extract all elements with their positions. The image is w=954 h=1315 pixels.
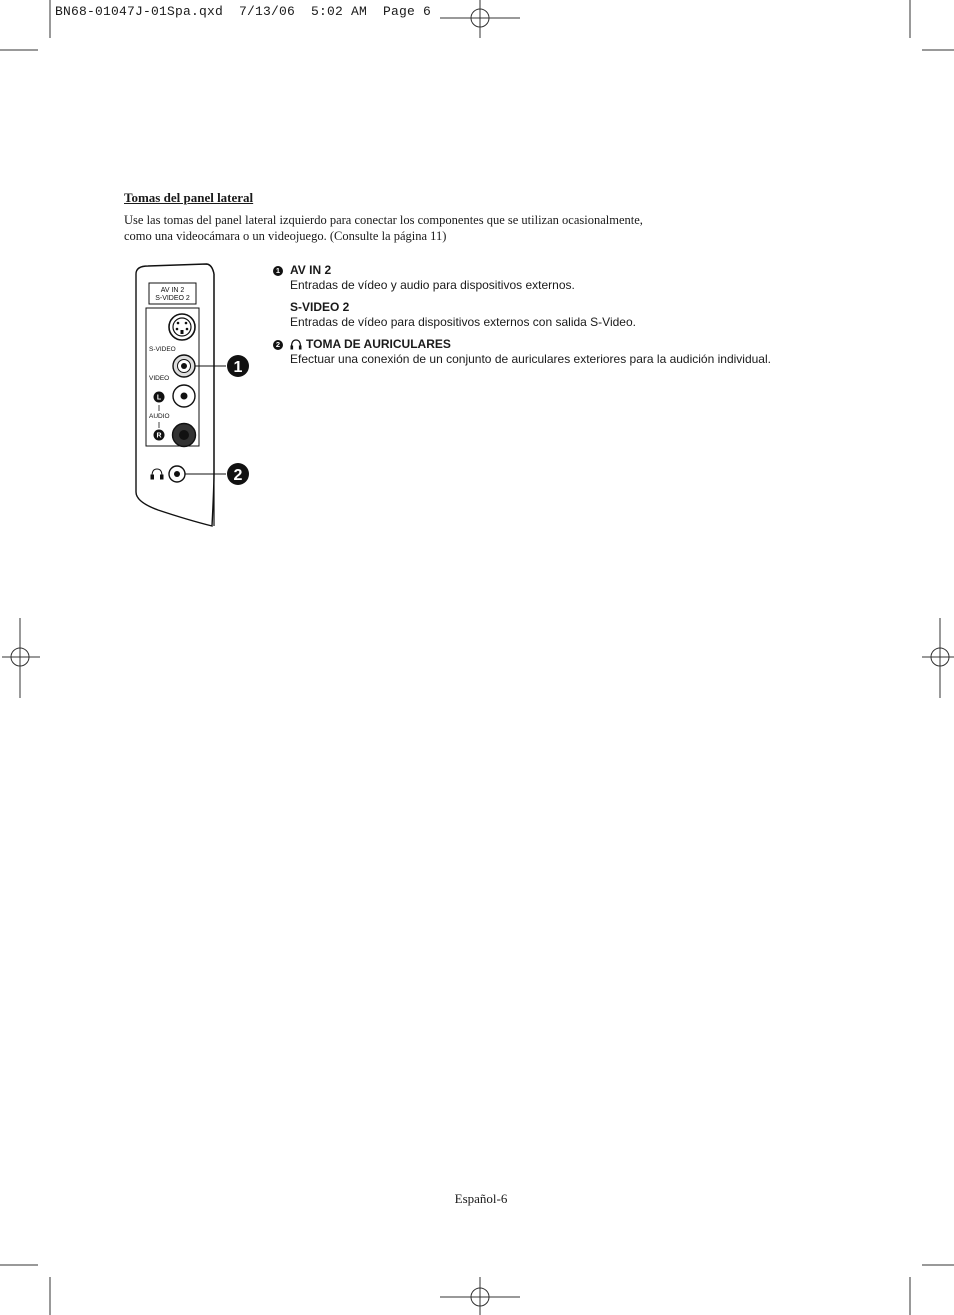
intro-line-1: Use las tomas del panel lateral izquierdo para conectar los componentes que se utilizan ocasionalmente,: [124, 213, 643, 227]
jack-descriptions: [273, 263, 833, 367]
item-av-in-2: [273, 263, 833, 293]
item-svideo-2: [290, 300, 833, 330]
item-label: AV IN 2: [290, 263, 332, 277]
item-number-badge: 2: [273, 340, 283, 350]
audio-text: AUDIO: [149, 413, 170, 420]
intro-line-2: como una videocámara o un videojuego. (Consulte la página 11): [124, 229, 447, 243]
section-title: Tomas del panel lateral: [124, 190, 254, 205]
box-label-line-1: AV IN 2: [160, 287, 185, 294]
right-badge-text: R: [156, 432, 162, 440]
item-headphones: [273, 337, 833, 367]
file-slug-header: BN68-01047J-01Spa.qxd 7/13/06 5:02 AM Page 6: [55, 4, 432, 19]
left-badge-text: L: [156, 394, 162, 402]
item-description: Efectuar una conexión de un conjunto de auriculares exteriores para la audición individual.: [290, 352, 771, 366]
sub-item-label: S-VIDEO 2: [290, 300, 350, 314]
video-text: VIDEO: [149, 375, 170, 382]
callout-1-text: 1: [233, 359, 243, 376]
headphones-icon: [290, 339, 302, 350]
item-label: TOMA DE AURICULARES: [306, 337, 451, 351]
box-label-line-2: S-VIDEO 2: [155, 295, 190, 302]
page-number-footer: Español-6: [454, 1191, 508, 1206]
item-description: Entradas de vídeo y audio para dispositivos externos.: [290, 278, 575, 292]
item-number-badge: 1: [273, 266, 283, 276]
callout-2-text: 2: [233, 467, 243, 484]
side-panel-diagram: [128, 262, 288, 532]
intro-paragraph: [124, 212, 684, 244]
svideo-text: S-VIDEO: [149, 346, 176, 353]
sub-item-description: Entradas de vídeo para dispositivos externos con salida S-Video.: [290, 315, 636, 329]
